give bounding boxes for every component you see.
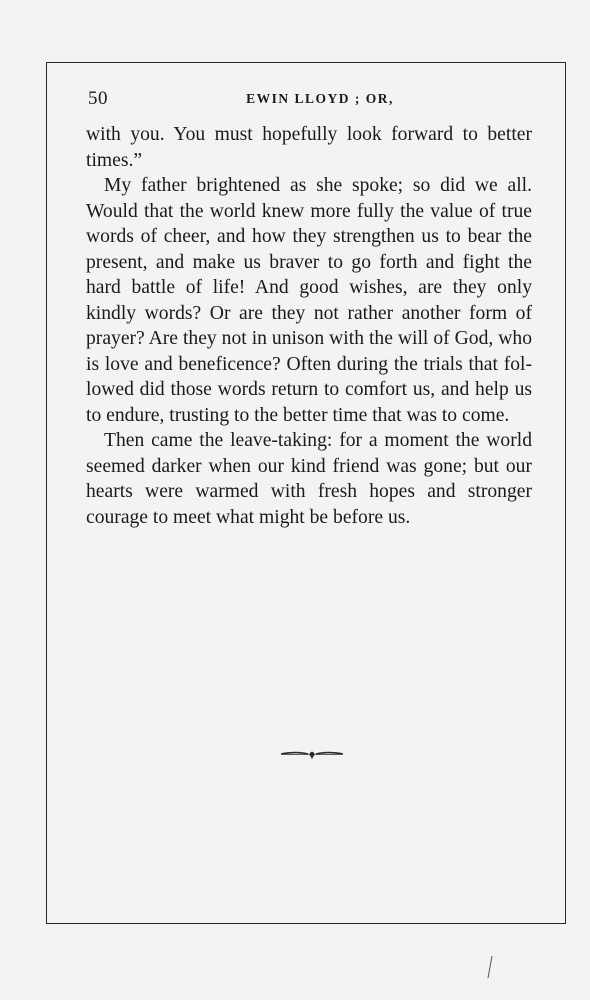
body-text (86, 122, 532, 530)
paragraph: My father brightened as she spoke; so did we all. Would that the world knew more fully the value of true words of cheer, and how they strengthen us to bear the present, and make us braver to go forth and fight the hard battle of life! And good wishes, are they only kindly words? Or are they not rather another form of prayer? Are they not in unison with the will of God, who is love and beneficence? Often during the trials that followed did those words return to comfort us, and help us to endure, trusting to the better time that was to come. (86, 175, 532, 426)
page-number: 50 (88, 88, 108, 109)
stray-pencil-mark-icon (486, 955, 494, 979)
running-title: EWIN LLOYD ; OR, (246, 91, 394, 106)
paragraph-continuation: with you. You must hopefully look forward to better times.” (86, 124, 532, 171)
running-head (88, 88, 528, 112)
tailpiece-rule-icon (280, 748, 344, 760)
paragraph: Then came the leave-taking: for a moment the world seemed darker when our kind friend was gone; but our hearts were warmed with fresh hopes and stronger courage to meet what might be before us. (86, 430, 532, 528)
